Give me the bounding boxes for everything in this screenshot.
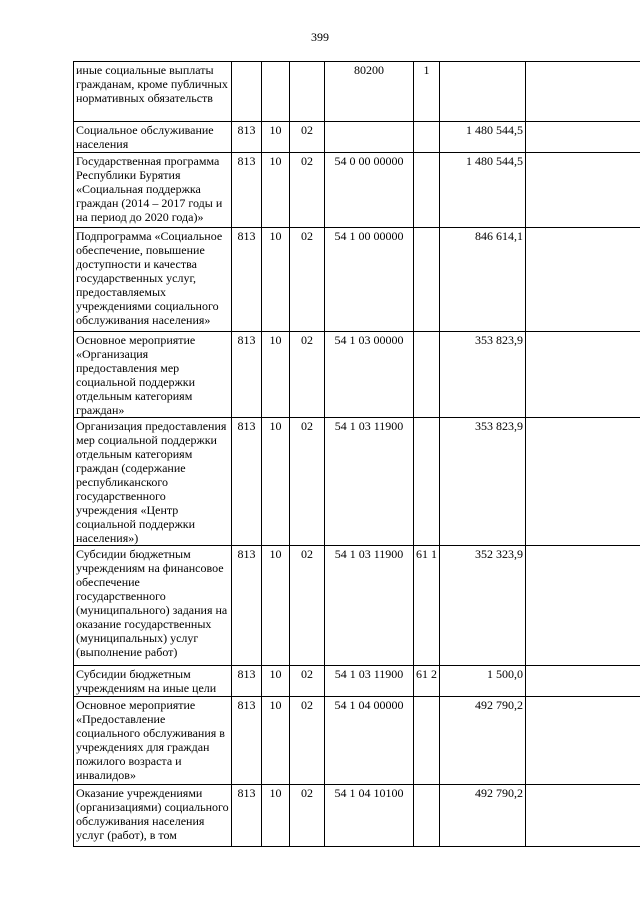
row-name: Оказание учреждениями (организациями) социального обслуживания населения услуг (работ), в том <box>74 785 232 847</box>
row-vr <box>414 153 440 228</box>
row-vr <box>414 697 440 785</box>
row-csr <box>325 122 414 153</box>
row-rz: 10 <box>262 153 290 228</box>
row-name: Основное мероприятие «Предоставление социального обслуживания в учреждениях для граждан пожилого возраста и инвалидов» <box>74 697 232 785</box>
row-pr: 02 <box>290 666 325 697</box>
row-name: Социальное обслуживание населения <box>74 122 232 153</box>
row-pr: 02 <box>290 332 325 418</box>
row-name: Основное мероприятие «Организация предоставления мер социальной поддержки отдельным категориям граждан» <box>74 332 232 418</box>
row-pr: 02 <box>290 228 325 332</box>
row-name: Подпрограмма «Социальное обеспечение, повышение доступности и качества государственных услуг, предоставляемых учреждениями социального обслуживания населения» <box>74 228 232 332</box>
table-row <box>74 332 640 418</box>
row-vr: 61 2 <box>414 666 440 697</box>
row-csr: 80200 <box>325 62 414 122</box>
row-pr: 02 <box>290 153 325 228</box>
table-row <box>74 122 640 153</box>
row-name: Субсидии бюджетным учреждениям на иные цели <box>74 666 232 697</box>
row-csr: 54 1 04 00000 <box>325 697 414 785</box>
table-row <box>74 62 640 122</box>
row-extra <box>526 153 640 228</box>
row-name: Государственная программа Республики Бурятия «Социальная поддержка граждан (2014 – 2017 годы и на период до 2020 года)» <box>74 153 232 228</box>
row-sum: 492 790,2 <box>440 697 526 785</box>
row-pr: 02 <box>290 122 325 153</box>
row-pr <box>290 62 325 122</box>
table-row <box>74 785 640 847</box>
table-row <box>74 418 640 546</box>
row-pr: 02 <box>290 546 325 666</box>
row-extra <box>526 697 640 785</box>
row-sum: 1 500,0 <box>440 666 526 697</box>
row-sum: 1 480 544,5 <box>440 122 526 153</box>
row-csr: 54 1 03 11900 <box>325 546 414 666</box>
row-csr: 54 1 03 11900 <box>325 418 414 546</box>
row-rz: 10 <box>262 697 290 785</box>
row-vr <box>414 228 440 332</box>
row-name: Организация предоставления мер социальной поддержки отдельным категориям граждан (содержание республиканского государственного учреждения «Центр социальной поддержки населения») <box>74 418 232 546</box>
row-extra <box>526 546 640 666</box>
row-ved: 813 <box>232 697 262 785</box>
row-ved: 813 <box>232 332 262 418</box>
row-rz: 10 <box>262 418 290 546</box>
row-sum: 1 480 544,5 <box>440 153 526 228</box>
row-pr: 02 <box>290 785 325 847</box>
row-sum: 352 323,9 <box>440 546 526 666</box>
row-rz: 10 <box>262 122 290 153</box>
row-sum: 846 614,1 <box>440 228 526 332</box>
row-ved: 813 <box>232 785 262 847</box>
row-extra <box>526 228 640 332</box>
budget-table <box>73 61 640 847</box>
row-csr: 54 0 00 00000 <box>325 153 414 228</box>
row-ved: 813 <box>232 122 262 153</box>
table-row <box>74 228 640 332</box>
row-vr <box>414 785 440 847</box>
row-ved: 813 <box>232 546 262 666</box>
row-extra <box>526 62 640 122</box>
row-name: Субсидии бюджетным учреждениям на финансовое обеспечение государственного (муниципального) задания на оказание государственных (муниципальных) услуг (выполнение работ) <box>74 546 232 666</box>
table-row <box>74 666 640 697</box>
row-vr: 1 <box>414 62 440 122</box>
row-sum: 492 790,2 <box>440 785 526 847</box>
row-sum <box>440 62 526 122</box>
row-ved: 813 <box>232 228 262 332</box>
row-extra <box>526 785 640 847</box>
row-rz: 10 <box>262 332 290 418</box>
row-csr: 54 1 04 10100 <box>325 785 414 847</box>
page-number: 399 <box>311 30 329 44</box>
table-row <box>74 546 640 666</box>
table-row <box>74 153 640 228</box>
row-rz: 10 <box>262 666 290 697</box>
row-extra <box>526 418 640 546</box>
row-sum: 353 823,9 <box>440 332 526 418</box>
row-extra <box>526 122 640 153</box>
row-ved: 813 <box>232 666 262 697</box>
row-csr: 54 1 03 11900 <box>325 666 414 697</box>
row-sum: 353 823,9 <box>440 418 526 546</box>
row-ved: 813 <box>232 418 262 546</box>
row-vr <box>414 418 440 546</box>
row-ved: 813 <box>232 153 262 228</box>
row-pr: 02 <box>290 697 325 785</box>
row-rz: 10 <box>262 785 290 847</box>
row-rz: 10 <box>262 546 290 666</box>
row-csr: 54 1 00 00000 <box>325 228 414 332</box>
row-name: иные социальные выплаты гражданам, кроме публичных нормативных обязательств <box>74 62 232 122</box>
row-vr <box>414 122 440 153</box>
row-extra <box>526 666 640 697</box>
row-rz: 10 <box>262 228 290 332</box>
table-row <box>74 697 640 785</box>
row-rz <box>262 62 290 122</box>
row-vr <box>414 332 440 418</box>
row-extra <box>526 332 640 418</box>
row-pr: 02 <box>290 418 325 546</box>
row-vr: 61 1 <box>414 546 440 666</box>
row-ved <box>232 62 262 122</box>
row-csr: 54 1 03 00000 <box>325 332 414 418</box>
